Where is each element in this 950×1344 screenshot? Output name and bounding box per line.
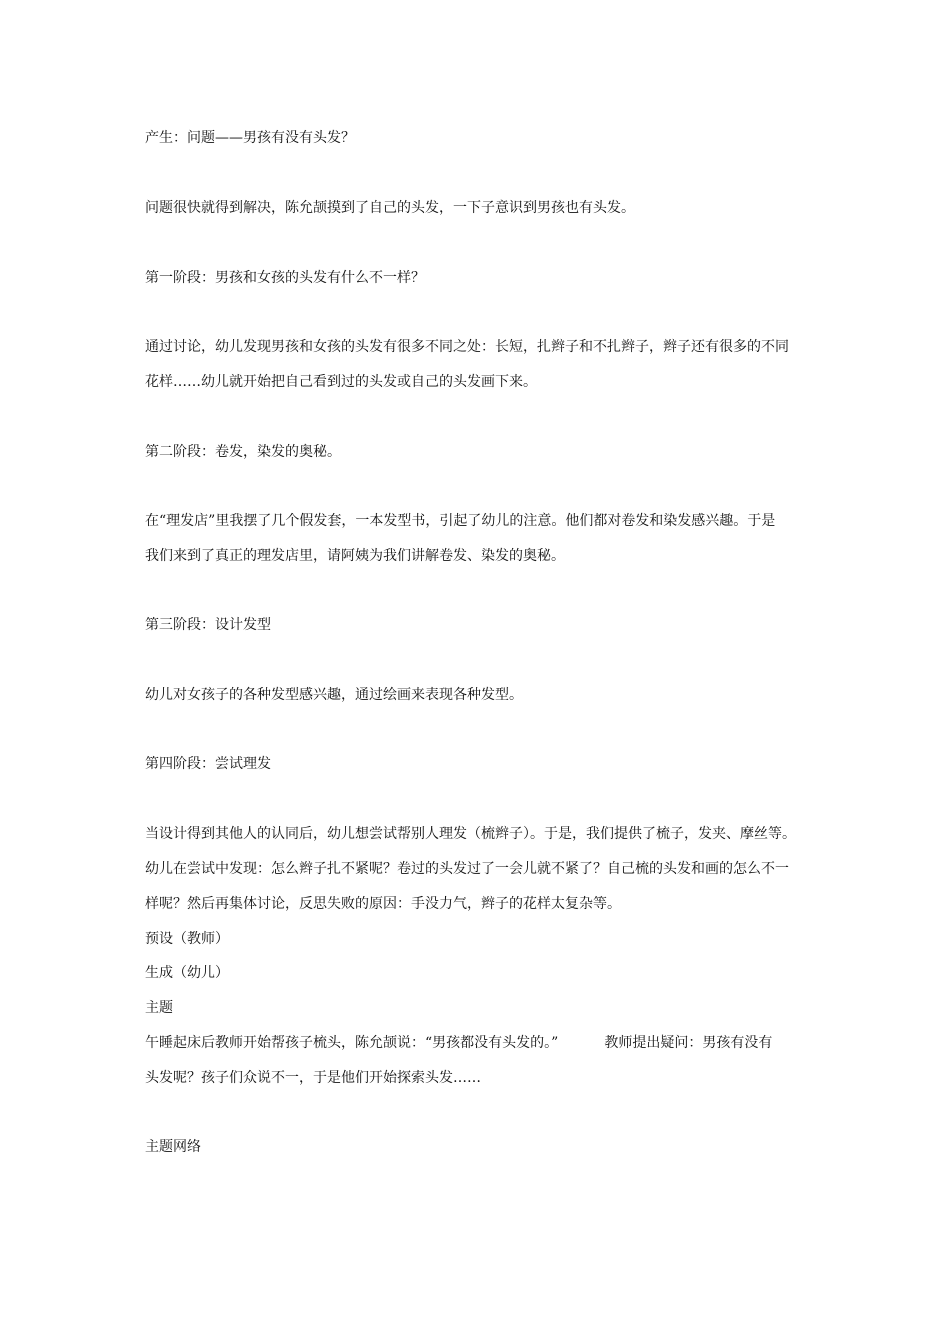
table-label: 生成（幼儿） <box>145 965 229 981</box>
paragraph-line: 问题很快就得到解决，陈允颉摸到了自己的头发，一下子意识到男孩也有头发。 <box>145 200 635 216</box>
paragraph-line: 通过讨论，幼儿发现男孩和女孩的头发有很多不同之处：长短，扎辫子和不扎辫子，辫子还有很多的不同 <box>145 339 789 355</box>
paragraph-line: 样呢？然后再集体讨论，反思失败的原因：手没力气，辫子的花样太复杂等。 <box>145 896 621 912</box>
paragraph-line: 幼儿对女孩子的各种发型感兴趣，通过绘画来表现各种发型。 <box>145 687 523 703</box>
table-label: 预设（教师） <box>145 931 229 947</box>
paragraph-line: 我们来到了真正的理发店里，请阿姨为我们讲解卷发、染发的奥秘。 <box>145 548 565 564</box>
paragraph-line: 在“理发店”里我摆了几个假发套，一本发型书，引起了幼儿的注意。他们都对卷发和染发感兴趣。于是 <box>145 513 776 529</box>
paragraph-line: 花样……幼儿就开始把自己看到过的头发或自己的头发画下来。 <box>145 374 537 390</box>
teacher-question-text: 教师提出疑问：男孩有没有 <box>604 1035 773 1051</box>
section-heading: 主题网络 <box>145 1139 201 1155</box>
table-label: 主题 <box>145 1000 173 1016</box>
paragraph-line: 产生：问题——男孩有没有头发？ <box>145 130 355 146</box>
paragraph-line: 头发呢？孩子们众说不一，于是他们开始探索头发…… <box>145 1070 481 1086</box>
section-heading: 第四阶段：尝试理发 <box>145 756 271 772</box>
section-heading: 第二阶段：卷发，染发的奥秘。 <box>145 444 341 460</box>
paragraph-line: 幼儿在尝试中发现：怎么辫子扎不紧呢？卷过的头发过了一会儿就不紧了？自己梳的头发和画的怎么不一 <box>145 861 789 877</box>
theme-origin-text: 午睡起床后教师开始帮孩子梳头，陈允颉说：“男孩都没有头发的。” <box>145 1035 559 1051</box>
paragraph-line: 当设计得到其他人的认同后，幼儿想尝试帮别人理发（梳辫子）。于是，我们提供了梳子，发夹、摩丝等。 <box>145 826 796 842</box>
section-heading: 第三阶段：设计发型 <box>145 617 271 633</box>
paragraph-line <box>145 1034 772 1052</box>
section-heading: 第一阶段：男孩和女孩的头发有什么不一样？ <box>145 270 425 286</box>
